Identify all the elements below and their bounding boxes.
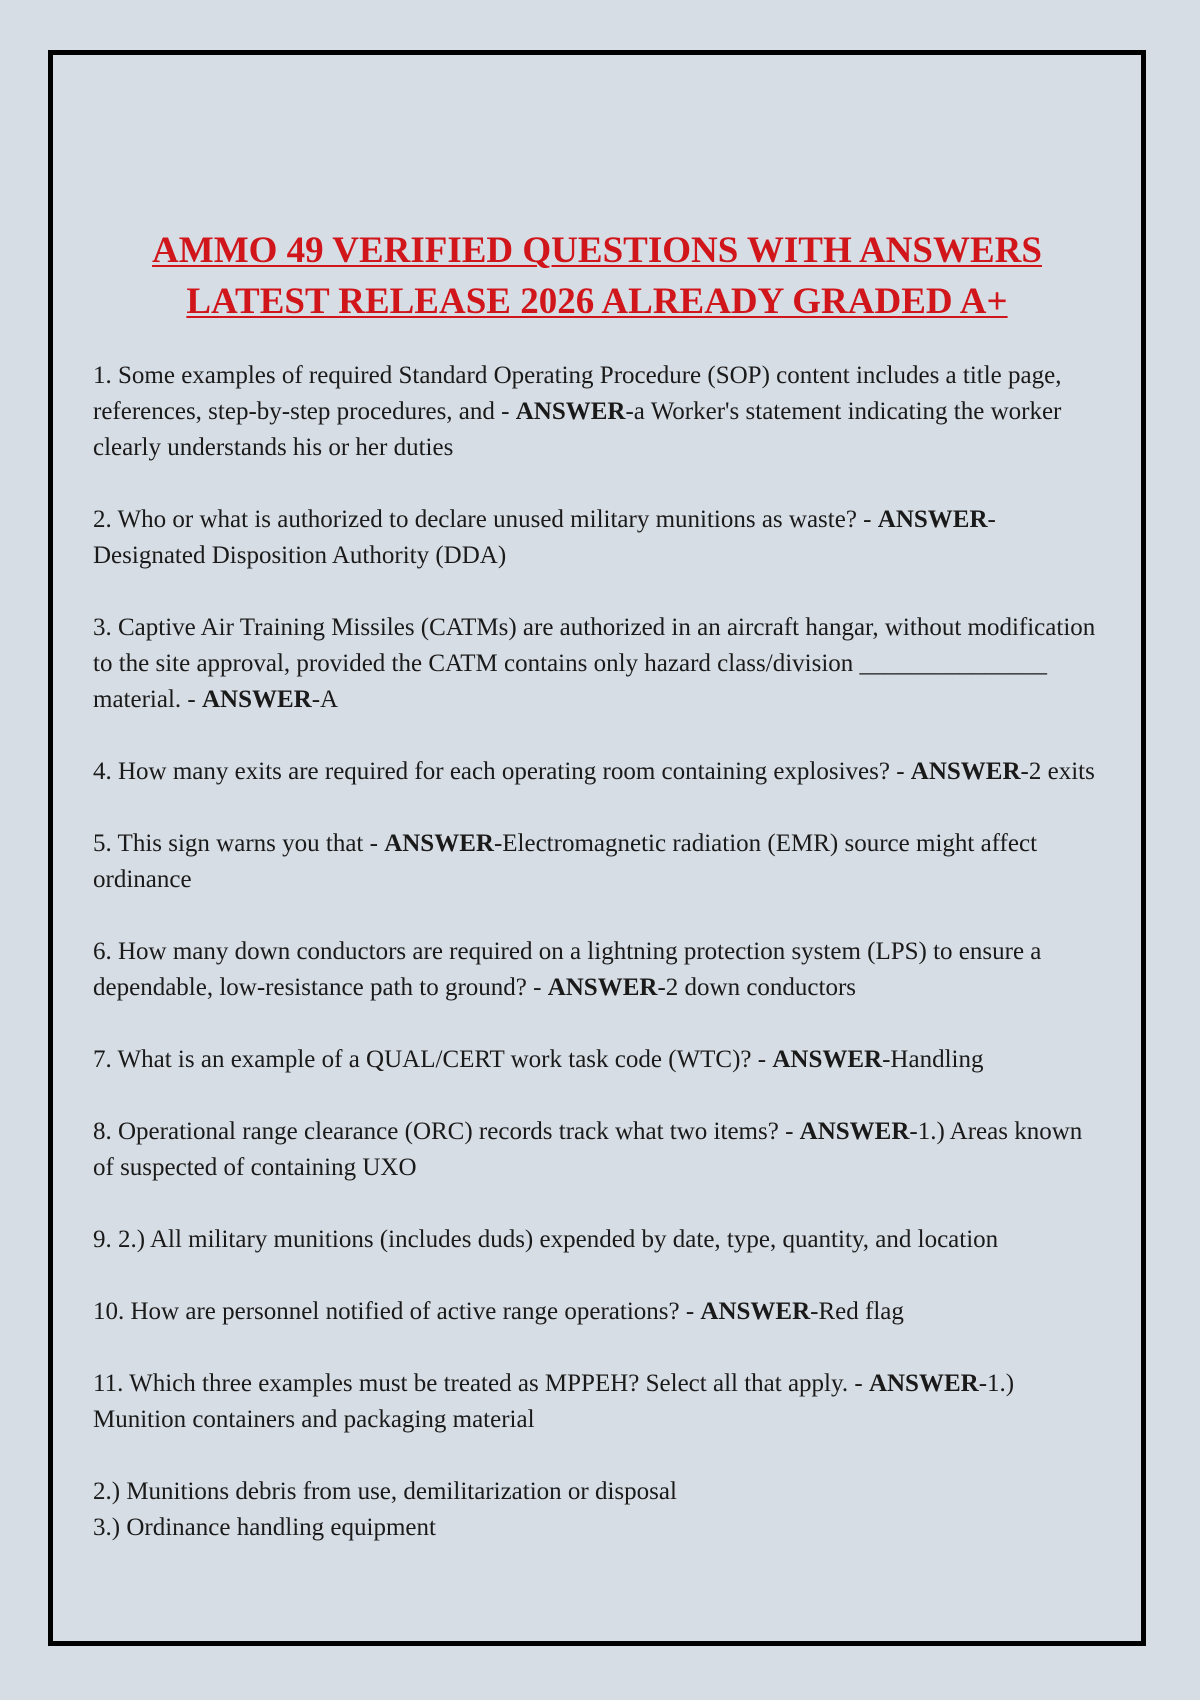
title-line-2: LATEST RELEASE 2026 ALREADY GRADED A+ — [186, 281, 1008, 322]
answer-label: ANSWER — [515, 398, 626, 425]
answer-continuation-line: 2.) Munitions debris from use, demilitarization or disposal — [93, 1478, 677, 1505]
list-item: 5. This sign warns you that - ANSWER-Electromagnetic radiation (EMR) source might affect ordinance — [93, 830, 1038, 893]
answer-label: ANSWER — [868, 1370, 979, 1397]
answer-label: ANSWER — [384, 830, 494, 857]
answer-label: ANSWER — [547, 974, 658, 1001]
question-list — [93, 358, 1103, 1546]
list-item: 3. Captive Air Training Missiles (CATMs) are authorized in an aircraft hangar, without modification to the site approval, provided the CATM contains only hazard class/division _______________ material. - ANSWER-A — [93, 614, 1096, 713]
list-item: 1. Some examples of required Standard Operating Procedure (SOP) content includes a title page, references, step-by-step procedures, and - ANSWER-a Worker's statement indicating the worker clearly understands his or her duties — [93, 362, 1062, 461]
answer-continuation-line: 3.) Ordinance handling equipment — [93, 1514, 436, 1541]
document-title — [53, 225, 1141, 327]
list-item: 8. Operational range clearance (ORC) records track what two items? - ANSWER-1.) Areas known of suspected of containing UXO — [93, 1118, 1083, 1181]
answer-label: ANSWER — [799, 1118, 910, 1145]
list-item: 7. What is an example of a QUAL/CERT work task code (WTC)? - ANSWER-Handling — [93, 1046, 984, 1073]
answer-label: ANSWER — [201, 686, 312, 713]
answer-label: ANSWER — [700, 1298, 811, 1325]
list-item: 9. 2.) All military munitions (includes duds) expended by date, type, quantity, and location — [93, 1226, 999, 1253]
list-item: 4. How many exits are required for each operating room containing explosives? - ANSWER-2 exits — [93, 758, 1095, 785]
list-item: 6. How many down conductors are required on a lightning protection system (LPS) to ensure a dependable, low-resistance path to ground? - ANSWER-2 down conductors — [93, 938, 1042, 1001]
title-line-1: AMMO 49 VERIFIED QUESTIONS WITH ANSWERS — [152, 230, 1042, 271]
answer-label: ANSWER — [910, 758, 1021, 785]
page-border — [48, 50, 1146, 1646]
answer-label: ANSWER — [772, 1046, 883, 1073]
list-item: 2. Who or what is authorized to declare unused military munitions as waste? - ANSWER-Designated Disposition Authority (DDA) — [93, 506, 996, 569]
answer-label: ANSWER — [877, 506, 988, 533]
list-item: 10. How are personnel notified of active range operations? - ANSWER-Red flag — [93, 1298, 904, 1325]
list-item: 11. Which three examples must be treated as MPPEH? Select all that apply. - ANSWER-1.) Munition containers and packaging material — [93, 1370, 1015, 1433]
